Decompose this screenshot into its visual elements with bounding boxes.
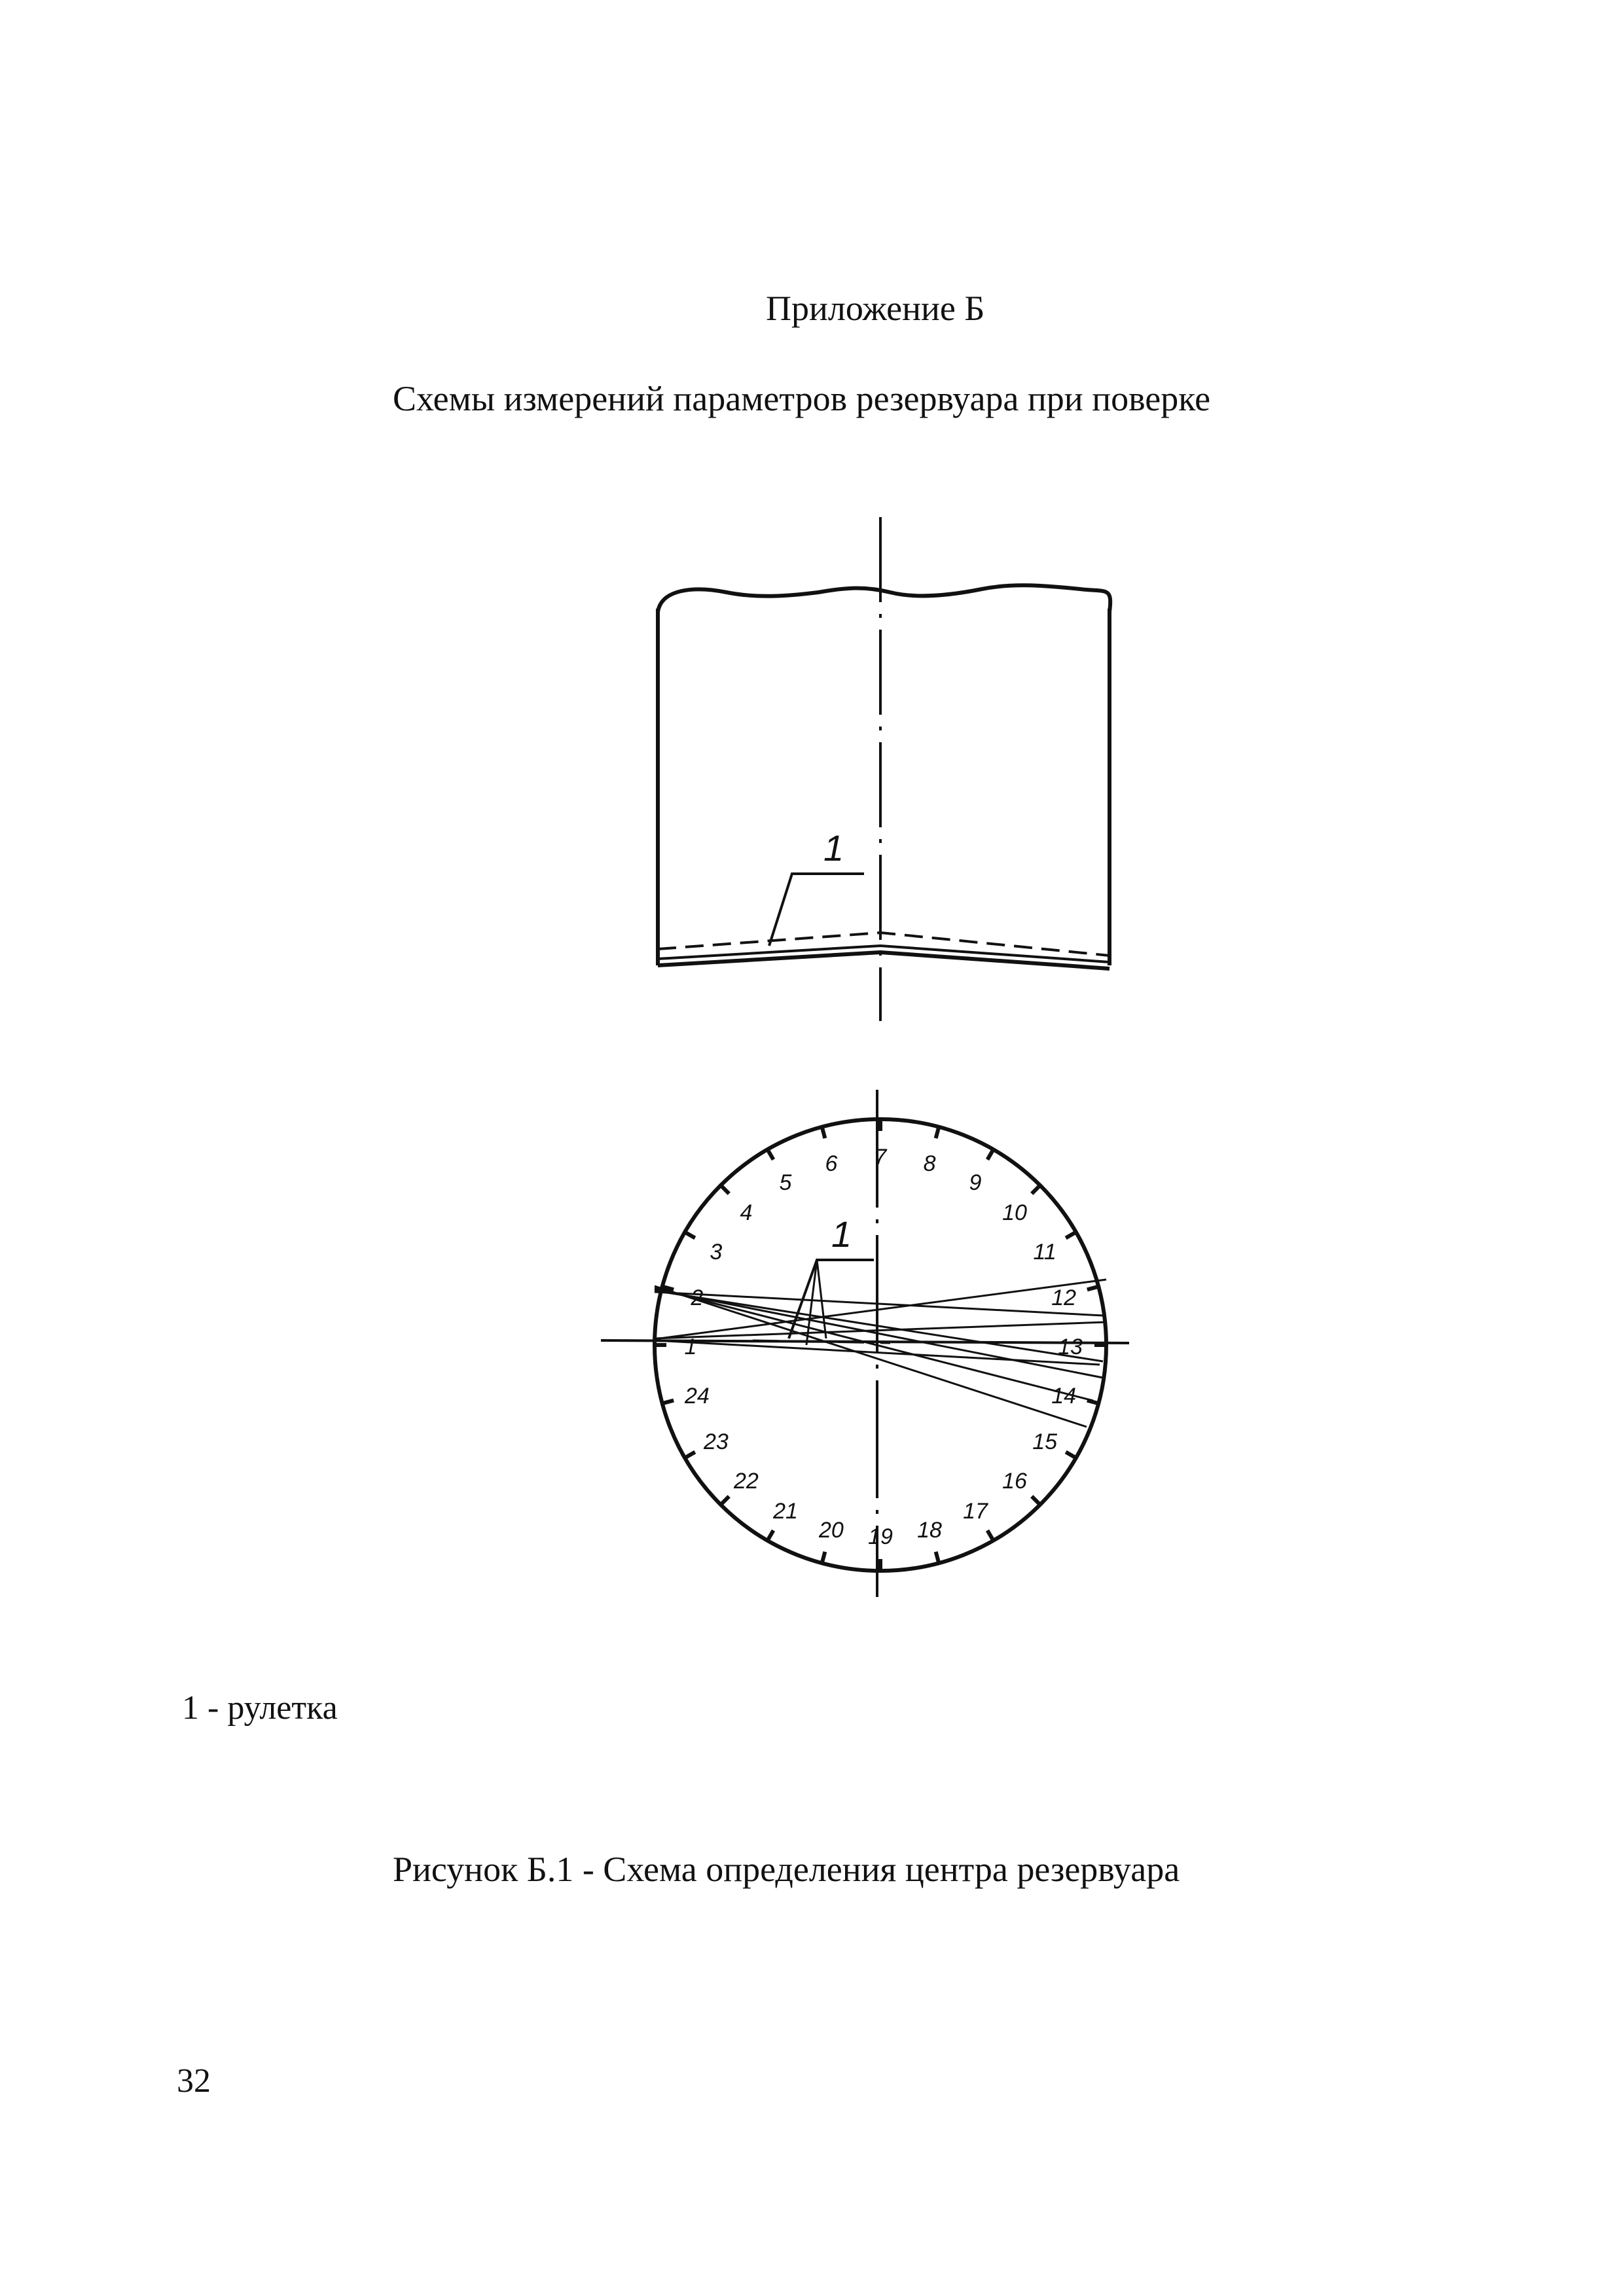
page-number: 32 xyxy=(177,2062,211,2100)
point-tick xyxy=(1032,1496,1040,1505)
point-tick xyxy=(1087,1287,1098,1290)
point-tick xyxy=(768,1530,774,1541)
measurement-chords xyxy=(655,1280,1106,1427)
point-tick xyxy=(1066,1232,1076,1238)
point-tick xyxy=(721,1185,729,1194)
point-label: 8 xyxy=(923,1151,936,1176)
point-label: 22 xyxy=(734,1469,759,1494)
point-tick xyxy=(988,1530,994,1541)
point-label: 24 xyxy=(684,1384,710,1409)
point-label: 17 xyxy=(963,1499,988,1524)
chord-line xyxy=(655,1291,1103,1361)
chord-line xyxy=(655,1286,1087,1427)
point-label: 1 xyxy=(684,1335,697,1359)
point-label: 19 xyxy=(868,1524,893,1549)
point-tick xyxy=(768,1149,774,1160)
point-label: 6 xyxy=(825,1151,838,1176)
point-tick xyxy=(936,1127,939,1138)
point-label: 9 xyxy=(969,1170,982,1195)
point-label: 12 xyxy=(1051,1285,1077,1310)
point-tick xyxy=(988,1149,994,1160)
point-label: 13 xyxy=(1058,1335,1083,1359)
point-tick xyxy=(662,1401,674,1404)
point-label: 5 xyxy=(779,1170,792,1195)
chord-line xyxy=(655,1289,1103,1378)
point-tick xyxy=(685,1452,695,1458)
side-callout-label: 1 xyxy=(823,827,844,869)
point-label: 21 xyxy=(773,1499,798,1524)
point-tick xyxy=(822,1127,825,1138)
plan-callout-label: 1 xyxy=(831,1213,852,1255)
tank-top-view xyxy=(601,1090,1129,1597)
point-label: 16 xyxy=(1002,1469,1027,1494)
point-label: 14 xyxy=(1051,1384,1077,1409)
point-tick xyxy=(721,1496,729,1505)
point-label: 15 xyxy=(1032,1429,1058,1454)
point-label: 20 xyxy=(819,1518,844,1543)
point-label: 2 xyxy=(691,1285,704,1310)
legend-text: 1 - рулетка xyxy=(182,1689,338,1727)
point-tick xyxy=(1032,1185,1040,1194)
chord-line xyxy=(655,1292,1103,1316)
point-label: 7 xyxy=(874,1145,887,1170)
plan-callout-leader xyxy=(817,1260,826,1338)
point-label: 3 xyxy=(710,1240,723,1265)
point-tick xyxy=(936,1552,939,1563)
point-tick xyxy=(1087,1401,1098,1404)
point-tick xyxy=(822,1552,825,1563)
section-title: Схемы измерений параметров резервуара при поверке xyxy=(393,379,1211,418)
point-label: 10 xyxy=(1002,1200,1027,1225)
figure-caption: Рисунок Б.1 - Схема определения центра резервуара xyxy=(393,1850,1180,1889)
point-label: 11 xyxy=(1033,1240,1056,1265)
point-tick xyxy=(685,1232,695,1238)
point-tick xyxy=(1066,1452,1076,1458)
tank-top-break-line xyxy=(658,585,1110,612)
point-label: 18 xyxy=(917,1518,942,1543)
point-label: 4 xyxy=(740,1200,753,1225)
point-label: 23 xyxy=(703,1429,729,1454)
tank-side-view xyxy=(658,517,1110,1021)
appendix-title: Приложение Б xyxy=(766,289,985,328)
